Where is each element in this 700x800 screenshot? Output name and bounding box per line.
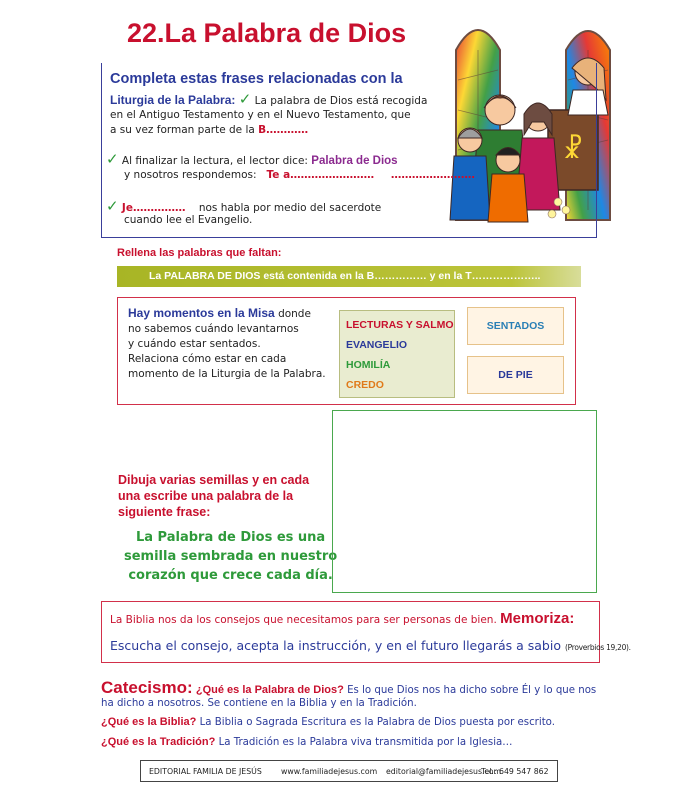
sentence-1-line-1: Liturgia de la Palabra: ✓ La palabra de Dios está recogida <box>110 90 428 108</box>
sentence-3-line-2: cuando lee el Evangelio. <box>124 214 253 226</box>
memorize-intro: La Biblia nos da los consejos que necesitamos para ser personas de bien. Memoriza: <box>110 610 575 627</box>
blank-second[interactable]: …………………… <box>390 169 475 181</box>
catechism-title: Catecismo: <box>101 678 193 697</box>
svg-text:☧: ☧ <box>562 135 584 164</box>
mass-positions-box <box>117 297 576 405</box>
blank-te-a[interactable]: Te a…………………… <box>266 169 375 181</box>
sentence-1-line-3: a su vez forman parte de la B………… <box>110 124 309 136</box>
memorize-box <box>101 601 631 663</box>
option-homilia[interactable]: HOMILÍA <box>346 359 391 371</box>
check-icon: ✓ <box>106 197 119 215</box>
palabra-de-dios-highlight: Palabra de Dios <box>311 155 398 167</box>
position-sentados[interactable]: SENTADOS <box>467 307 564 345</box>
sentence-2-line-2: y nosotros respondemos: Te a…………………… …………………… <box>124 169 475 181</box>
memorize-quote: Escucha el consejo, acepta la instrucción, y en el futuro llegarás a sabio (Proverbios 19,20). <box>110 638 631 653</box>
sentence-1-line-2: en el Antiguo Testamento y en el Nuevo Testamento, que <box>110 109 411 121</box>
memoriza-label: Memoriza: <box>500 610 575 627</box>
catechism-q3: ¿Qué es la Tradición? La Tradición es la Palabra viva transmitida por la Iglesia… <box>101 736 513 748</box>
sentence-3-line-1: ✓ Je…………… nos habla por medio del sacerdote <box>106 197 382 215</box>
complete-sentences-box <box>101 63 597 238</box>
option-lecturas[interactable]: LECTURAS Y SALMO <box>346 319 454 331</box>
catechism-a1-line-2: ha dicho a nosotros. Se contiene en la Biblia y en la Tradición. <box>101 698 417 709</box>
option-credo[interactable]: CREDO <box>346 379 384 391</box>
proverbs-reference: (Proverbios 19,20). <box>564 643 631 652</box>
page-title: 22.La Palabra de Dios <box>127 18 407 48</box>
publisher-phone: Tel.: 649 547 862 <box>481 767 549 776</box>
check-icon: ✓ <box>106 150 119 168</box>
position-de-pie[interactable]: DE PIE <box>467 356 564 394</box>
catechism-q2: ¿Qué es la Biblia? La Biblia o Sagrada Escritura es la Palabra de Dios puesta por escrito. <box>101 716 555 728</box>
mass-positions-text: Hay momentos en la Misa donde no sabemos cuándo levantarnos y cuándo estar sentados. Relaciona cómo estar en cada momento de la Liturgia de la Palabra. <box>128 306 326 380</box>
seed-phrase: La Palabra de Dios es una semilla sembrada en nuestro corazón que crece cada día. <box>124 530 338 583</box>
draw-instructions: Dibuja varias semillas y en cada una escribe una palabra de la siguiente frase: <box>118 473 310 519</box>
sentence-2-line-1: ✓ Al finalizar la lectura, el lector dice: Palabra de Dios <box>106 150 398 168</box>
blank-b[interactable]: B………… <box>258 124 309 136</box>
publisher-email[interactable]: editorial@familiadejesus.com <box>386 767 502 776</box>
option-evangelio[interactable]: EVANGELIO <box>346 339 408 351</box>
misa-highlight: Hay momentos en la Misa <box>128 306 275 320</box>
blank-je[interactable]: Je…………… <box>121 202 186 214</box>
fill-missing-bar <box>117 266 581 287</box>
liturgy-moments-list <box>339 310 455 398</box>
complete-heading: Completa estas frases relacionadas con la <box>110 71 403 87</box>
catechism-q1: Catecismo: ¿Qué es la Palabra de Dios? Es lo que Dios nos ha dicho sobre Él y lo que nos <box>101 678 597 697</box>
fill-missing-sentence[interactable]: La PALABRA DE DIOS está contenida en la B…………… y en la T……………….. <box>149 270 541 282</box>
drawing-area[interactable] <box>332 410 597 593</box>
publisher-web[interactable]: www.familiadejesus.com <box>281 767 378 776</box>
fill-missing-label: Rellena las palabras que faltan: <box>117 247 282 259</box>
check-icon: ✓ <box>238 90 252 108</box>
publisher-name: EDITORIAL FAMILIA DE JESÚS <box>149 767 262 776</box>
liturgia-label: Liturgia de la Palabra: <box>110 93 236 107</box>
publisher-footer <box>140 760 558 782</box>
